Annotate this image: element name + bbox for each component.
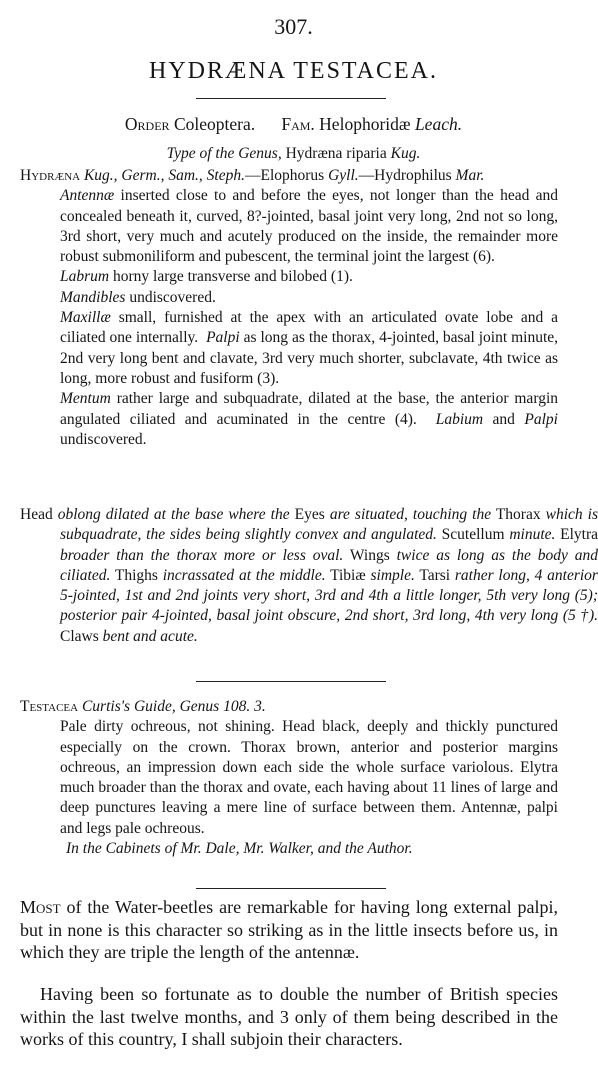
species-cabinets-text: In the Cabinets of Mr. Dale, Mr. Walker, and the Author. [66, 840, 413, 858]
species-ref-source: Curtis's Guide, [81, 698, 176, 715]
claws-term: Claws [60, 627, 99, 645]
species-cabinets [66, 839, 558, 859]
labium-label: Labium [435, 410, 484, 428]
thorax-text: which is subquadrate, the sides being slightly convex and angulated. [60, 506, 598, 544]
maxillae-text: small, furnished at the apex with an articulated ovate lobe and a ciliated one internally. [60, 309, 559, 347]
body-paragraph-2: Having been so fortunate as to double the number of British species within the last twelve months, and 3 only of them being described in the works of this country, I shall subjoin their characters. [20, 984, 558, 1049]
palpi-label: Palpi [206, 329, 240, 347]
type-author: Kug. [390, 145, 421, 162]
species-heading [20, 697, 558, 717]
labrum-label: Labrum [60, 268, 110, 286]
maxillae-label: Maxillæ [60, 309, 111, 327]
type-of-genus-line [0, 145, 587, 163]
thighs-term: Thighs [114, 566, 158, 584]
page-title: HYDRÆNA TESTACEA. [149, 58, 438, 84]
wings-term: Wings [349, 546, 390, 564]
tibiae-term: Tibiæ [330, 566, 366, 584]
body-paragraph-1 [20, 896, 558, 964]
section-rule [196, 681, 386, 682]
labrum-text: horny large transverse and bilobed (1). [112, 268, 353, 286]
thighs-text: incrassated at the middle. [162, 566, 326, 584]
mandibles-text: undiscovered. [129, 288, 216, 306]
head-text: oblong dilated at the base where the [57, 506, 290, 523]
page-number: 307. [274, 14, 313, 39]
genus-name: Hydræna [20, 167, 81, 184]
mentum-label: Mentum [60, 390, 111, 408]
mentum-text: rather large and subquadrate, dilated at the base, the anterior margin angulated ciliated and acuminated in the centre (4). [60, 390, 559, 428]
family-author: Leach. [414, 114, 463, 134]
genus-synonym-b-author: Mar. [455, 167, 485, 184]
classification-line [0, 114, 587, 135]
type-lead: Type of the Genus, [166, 145, 282, 162]
tibiae-text: simple. [370, 566, 415, 584]
genus-synonym-a: —Elophorus [245, 167, 325, 184]
antennae-text: inserted close to and before the eyes, not longer than the head and concealed beneath it, curved, 8?-jointed, basal joint very long, 2nd not so long, 3rd short, very much and acutely produced on the inside, the remainder more robust submoniliform and pubescent, the terminal joint the largest (6). [60, 187, 559, 266]
mentum-paragraph [60, 389, 558, 450]
eyes-term: Eyes [294, 506, 325, 523]
species-section [20, 697, 558, 859]
tarsi-term: Tarsi [419, 566, 451, 584]
palpi-text: as long as the thorax, 4-jointed, basal joint minute, 2nd very long bent and clavate, 3rd very much shorter, subclavate, 4th twice as long, more robust and fusiform (3). [60, 329, 559, 387]
order-value: Coleoptera. [173, 114, 256, 134]
scutellum-term: Scutellum [441, 526, 505, 544]
labium-text: undiscovered. [60, 430, 147, 448]
claws-text: bent and acute. [102, 627, 198, 645]
antennae-label: Antennæ [60, 187, 115, 205]
body-para1-text: of the Water-beetles are remarkable for having long external palpi, but in none is this character so striking as in the little insects before us, in which they are triple the length of the antennæ. [20, 897, 558, 962]
labium-and: and [492, 410, 515, 428]
maxillae-paragraph [60, 308, 558, 389]
family-label: Fam. [281, 114, 315, 134]
body-lead-word: Most [20, 897, 61, 917]
labium-palpi-label: Palpi [524, 410, 558, 428]
genus-heading [20, 166, 558, 186]
mandibles-label: Mandibles [60, 288, 126, 306]
scutellum-text: minute. [509, 526, 556, 544]
body-rule [196, 888, 386, 889]
antennae-paragraph [60, 186, 558, 267]
genus-authorities: Kug., Germ., Sam., Steph. [83, 167, 245, 184]
genus-characters [20, 166, 558, 450]
head-term: Head [20, 506, 53, 523]
thorax-term: Thorax [495, 506, 541, 523]
elytra-term: Elytra [560, 526, 598, 544]
species-description: Pale dirty ochreous, not shining. Head black, deeply and thickly punctured especially on the crown. Thorax brown, anterior and posterior margins ochreous, an impression down each side the whole surface variolous. Elytra much broader than the thorax and ovate, each having about 11 lines of large and deep punctures leaving a mere line of surface between them. Antennæ, palpi and legs pale ochreous. [60, 718, 558, 837]
mandibles-paragraph [60, 288, 558, 308]
eyes-text: are situated, touching the [329, 506, 492, 523]
labrum-paragraph [60, 267, 558, 287]
genus-synonym-b: —Hydrophilus [358, 167, 452, 184]
order-label: Order [124, 114, 170, 134]
title-rule [196, 98, 386, 99]
wings-text: twice as long as the body and ciliated. [60, 546, 598, 584]
type-value: Hydræna riparia [285, 145, 387, 162]
family-value: Helophoridæ [319, 114, 411, 134]
species-name: Testacea [20, 698, 79, 715]
genus-synonym-a-author: Gyll. [328, 167, 359, 184]
tarsi-text: rather long, 4 anterior 5-jointed, 1st and 2nd joints very short, 3rd and 4th a little longer, 5th very long (5); posterior pair 4-jointed, basal joint obscure, 2nd short, 3rd long, 4th very long (5 †). [60, 566, 598, 625]
elytra-text: broader than the thorax more or less oval. [60, 546, 344, 564]
species-ref-genus: Genus 108. 3. [179, 698, 266, 715]
head-paragraph [20, 505, 598, 647]
